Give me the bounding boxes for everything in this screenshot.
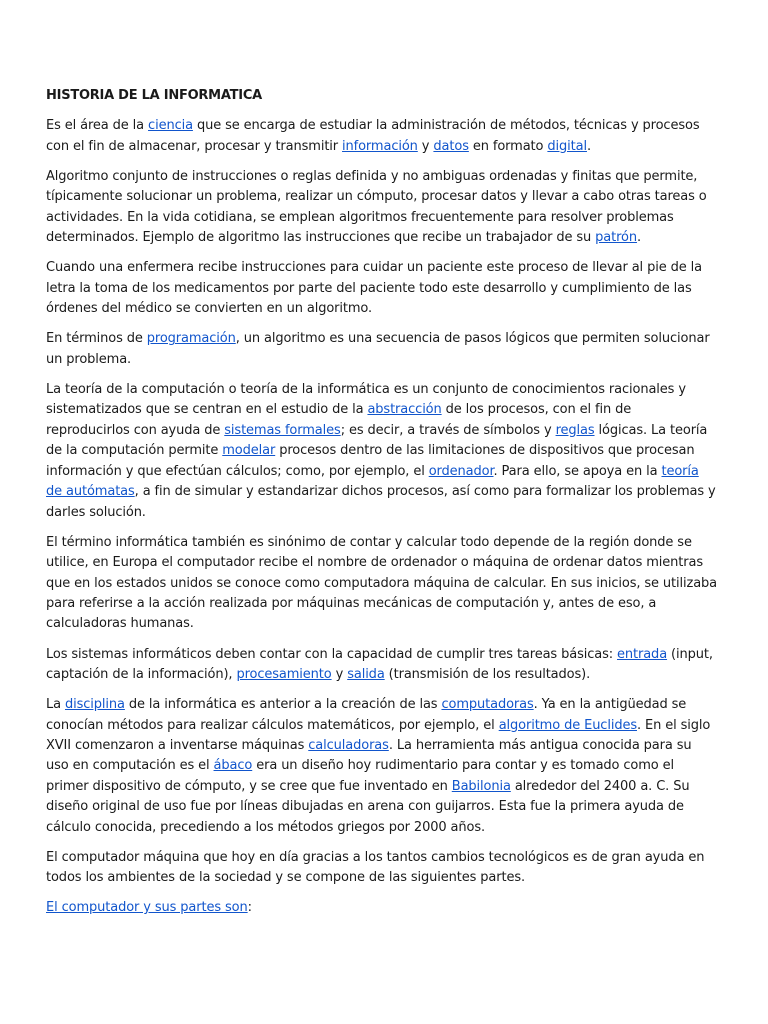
text: de la informática es anterior a la creación de las (124, 697, 442, 713)
paragraph-enfermera (46, 258, 718, 319)
text: Cuando una enfermera recibe instrucciones para cuidar un paciente este proceso de llevar al pie de la letra la toma de los medicamentos por parte del paciente todo este desarrollo y cumplimiento de las órdenes del médico se convierten en un algoritmo. (46, 260, 702, 317)
link-modelar[interactable]: modelar (222, 443, 276, 459)
paragraph-teoria-computacion (46, 380, 718, 523)
paragraph-algoritmo (46, 167, 718, 249)
text: El computador máquina que hoy en día gracias a los tantos cambios tecnológicos es de gran ayuda en todos los ambientes de la sociedad y se compone de las siguientes partes. (46, 849, 705, 886)
link-teoria-de-automatas[interactable]: teoría de autómatas (46, 463, 699, 500)
link-computador-y-sus-partes[interactable]: El computador y sus partes son (46, 900, 248, 916)
text: El término informática también es sinónimo de contar y calcular todo depende de la región donde se utilice, en Europa el computador recibe el nombre de ordenador o máquina de ordenar datos mientras que en los estados unidos se conoce como computadora máquina de calcular. En sus inicios, se utilizaba para referirse a la acción realizada por máquinas mecánicas de computación y, antes de eso, a calculadoras humanas. (46, 534, 718, 632)
text: . La herramienta más antigua conocida para su uso en computación es el (46, 737, 692, 774)
text: . (637, 230, 642, 246)
link-abstraccion[interactable]: abstracción (367, 402, 442, 418)
text: La (46, 697, 65, 713)
text: de los procesos, con el fin de reproducirlos con ayuda de (46, 402, 632, 438)
text: Algoritmo conjunto de instrucciones o reglas definida y no ambiguas ordenadas y finitas que permite, típicamente solucionar un problema, realizar un cómputo, procesar datos y llevar a cabo otras tareas o actividades. En la vida cotidiana, se emplean algoritmos frecuentemente para resolver problemas determinados. Ejemplo de algoritmo las instrucciones que recibe un trabajador de su (46, 169, 707, 246)
link-abaco[interactable]: ábaco (213, 758, 253, 774)
link-salida[interactable]: salida (347, 666, 385, 682)
text: (transmisión de los resultados). (384, 666, 591, 682)
text: procesos dentro de las limitaciones de dispositivos que procesan información y que efectúan cálculos; como, por ejemplo, el (46, 443, 695, 479)
link-disciplina[interactable]: disciplina (64, 697, 125, 713)
link-datos[interactable]: datos (433, 138, 469, 154)
link-algoritmo-de-euclides[interactable]: algoritmo de Euclides (498, 717, 637, 733)
text: era un diseño hoy rudimentario para contar y es tomado como el primer dispositivo de cómputo, y se cree que fue inventado en (46, 758, 675, 794)
text: y (331, 666, 348, 682)
text: (input, captación de la información), (46, 646, 713, 682)
paragraph-disciplina (46, 695, 718, 838)
text: . Ya en la antigüedad se conocían métodos para realizar cálculos matemáticos, por ejemplo, el (46, 697, 687, 733)
text: , a fin de simular y estandarizar dichos procesos, así como para formalizar los problemas y darles solución. (46, 484, 716, 520)
text: En términos de (46, 331, 147, 347)
paragraph-computador (46, 848, 718, 889)
text: Los sistemas informáticos deben contar con la capacidad de cumplir tres tareas básicas: (46, 646, 618, 662)
text: . En el siglo XVII comenzaron a inventarse máquinas (46, 717, 711, 753)
link-procesamiento[interactable]: procesamiento (236, 666, 332, 682)
link-patron[interactable]: patrón (595, 230, 638, 246)
link-programacion[interactable]: programación (146, 331, 236, 347)
document-title: HISTORIA DE LA INFORMATICA (46, 88, 262, 103)
link-sistemas-formales[interactable]: sistemas formales (224, 422, 341, 438)
text: . Para ello, se apoya en la (493, 463, 662, 479)
text: , un algoritmo es una secuencia de pasos lógicos que permiten solucionar un problema. (46, 331, 710, 367)
link-calculadoras[interactable]: calculadoras (308, 737, 389, 753)
paragraph-sistemas-informaticos (46, 645, 718, 686)
text: que se encarga de estudiar la administración de métodos, técnicas y procesos con el fin de almacenar, procesar y transmitir (46, 118, 700, 154)
link-entrada[interactable]: entrada (617, 646, 668, 662)
document-page (46, 86, 718, 929)
link-ordenador[interactable]: ordenador (428, 463, 494, 479)
text: ; es decir, a través de símbolos y (340, 422, 556, 438)
text: en formato (468, 138, 548, 154)
link-babilonia[interactable]: Babilonia (451, 778, 511, 794)
text: Es el área de la (46, 118, 149, 134)
text: La teoría de la computación o teoría de la informática es un conjunto de conocimientos racionales y sistematizados que se centran en el estudio de la (46, 382, 686, 418)
link-reglas[interactable]: reglas (555, 422, 595, 438)
text: : (247, 900, 252, 916)
paragraph-partes (46, 898, 718, 918)
paragraph-termino-informatica (46, 533, 718, 635)
link-digital[interactable]: digital (547, 138, 587, 154)
text: lógicas. La teoría de la computación permite (46, 422, 708, 459)
link-computadoras[interactable]: computadoras (441, 697, 534, 713)
text: . (586, 138, 591, 154)
link-ciencia[interactable]: ciencia (148, 118, 193, 134)
paragraph-intro (46, 116, 718, 157)
link-informacion[interactable]: información (342, 138, 418, 154)
text: y (417, 138, 434, 154)
paragraph-programacion (46, 329, 718, 370)
text: alrededor del 2400 a. C. Su diseño original de uso fue por líneas dibujadas en arena con guijarros. Esta fue la primera ayuda de cálculo conocida, precediendo a los métodos griegos por 2000 años. (46, 778, 690, 835)
